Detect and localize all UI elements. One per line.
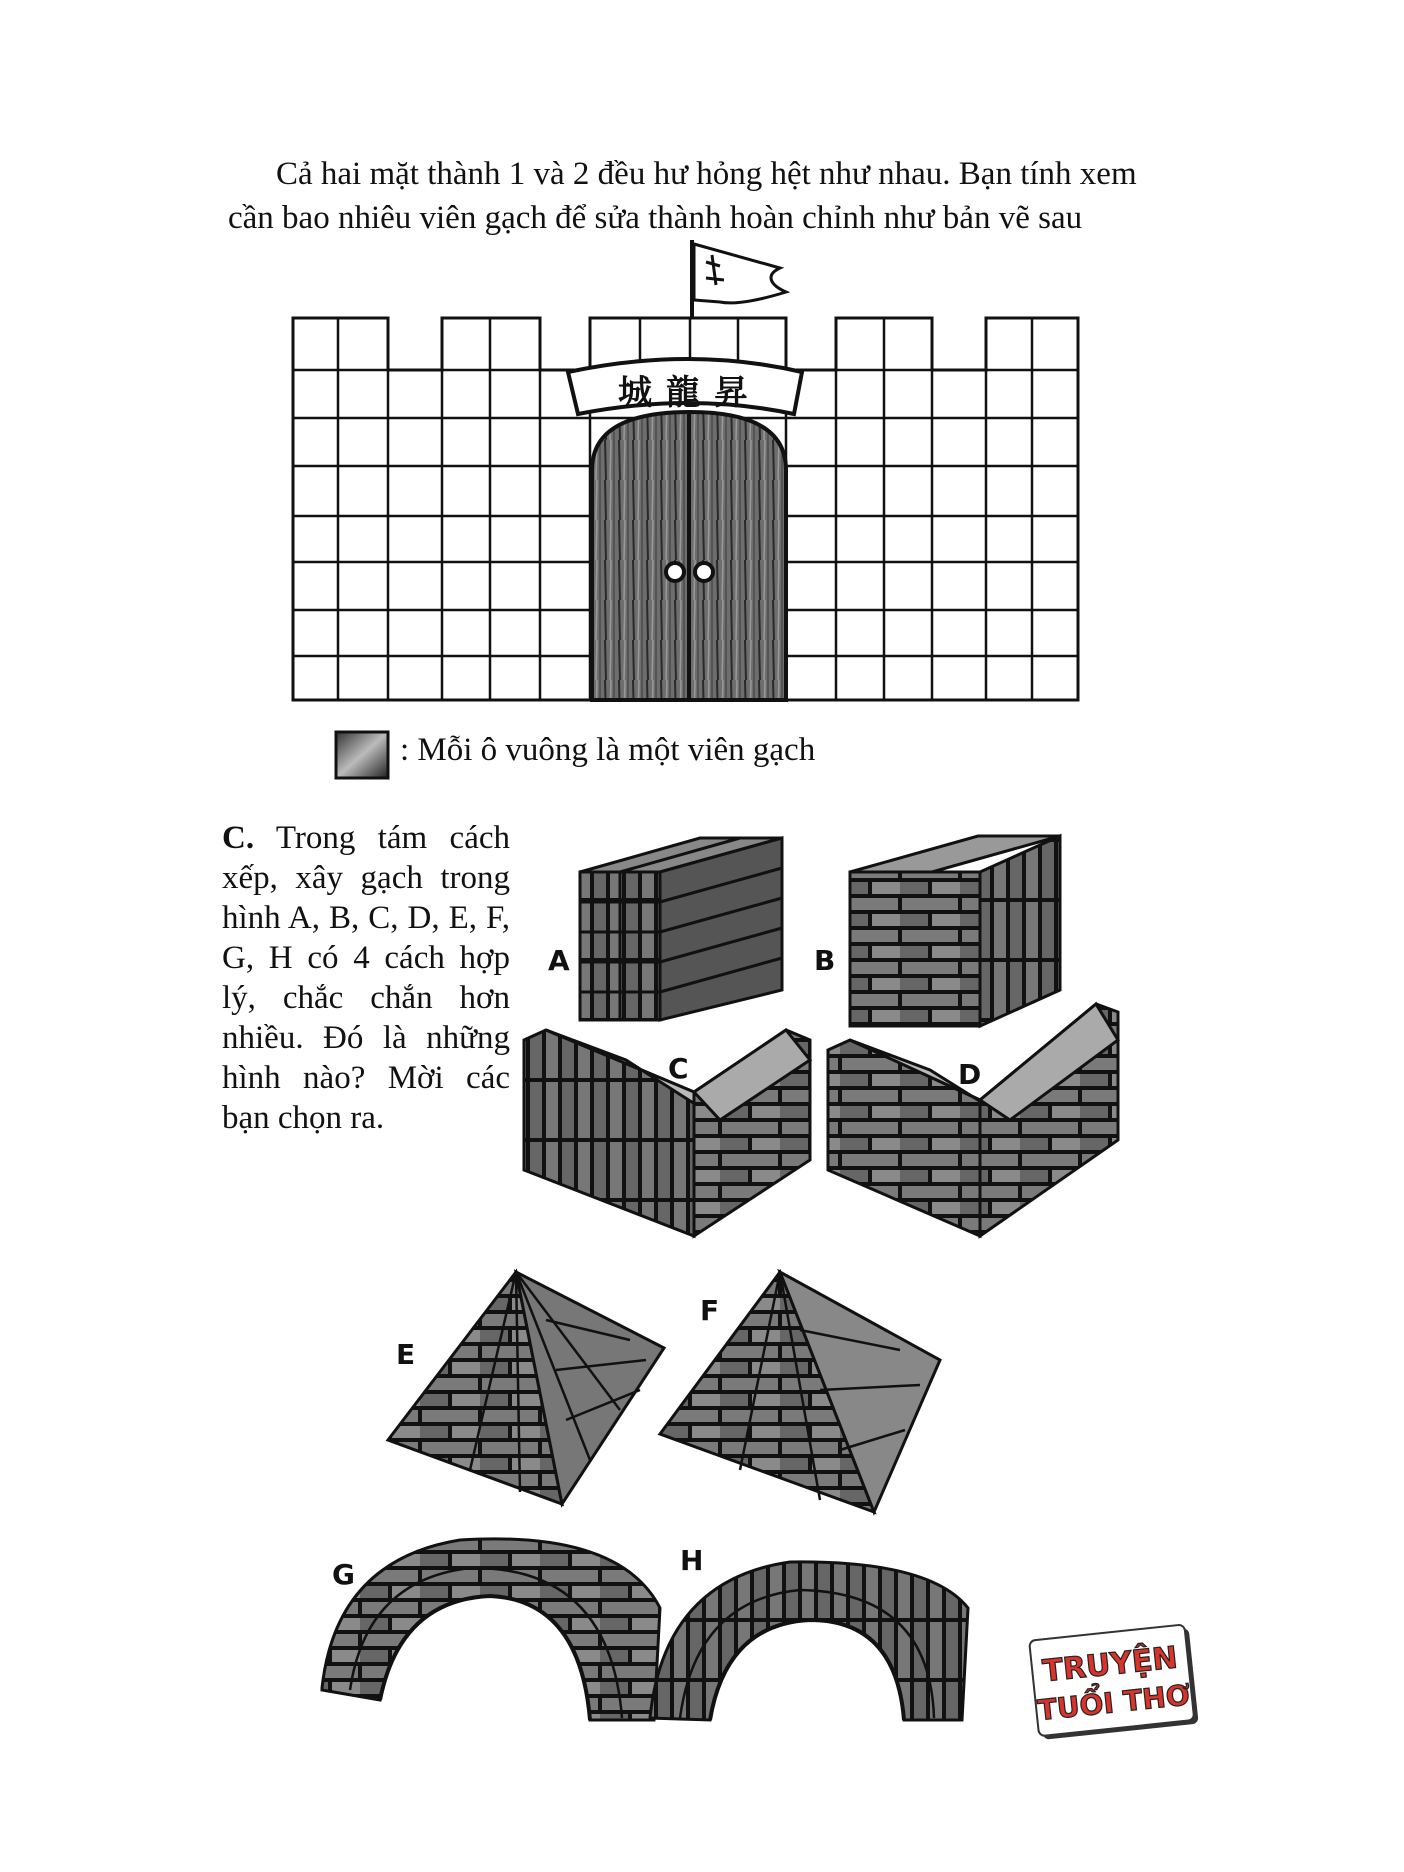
figure-a-brick-stack — [580, 838, 782, 1020]
figure-b-brick-stack — [850, 836, 1060, 1026]
figure-h-arch — [650, 1562, 968, 1720]
question-c-prefix: C. — [222, 820, 255, 856]
intro-paragraph: Cả hai mặt thành 1 và 2 đều hư hỏng hệt như nhau. Bạn tính xem cần bao nhiêu viên gạch để sửa thành hoàn chỉnh như bản vẽ sau — [228, 156, 1137, 236]
figure-b-label: B — [814, 944, 836, 977]
flag-icon — [692, 240, 786, 318]
figure-d-corner-wall — [828, 1004, 1118, 1236]
question-c — [222, 818, 510, 1138]
gate-sign — [568, 359, 802, 414]
logo-line-1: TRUYỆN — [1040, 1640, 1180, 1690]
legend-text: : Mỗi ô vuông là một viên gạch — [400, 732, 816, 768]
question-c-text: Trong tám cách xếp, xây gạch trong hình A, B, C, D, E, F, G, H có 4 cách hợp lý, chắc chắn hơn nhiều. Đó là những hình nào? Mời các bạn chọn ra. — [222, 820, 510, 1136]
figure-e-pyramid — [388, 1272, 664, 1504]
figure-f-label: F — [700, 1294, 720, 1327]
logo-line-2: TUỔI THƠ — [1036, 1678, 1192, 1728]
legend-brick-swatch — [336, 732, 388, 778]
figure-d-label: D — [958, 1058, 982, 1091]
figure-g-label: G — [332, 1558, 355, 1591]
figure-g-arch — [322, 1539, 660, 1720]
figure-e-label: E — [396, 1338, 416, 1371]
figure-c-label: C — [668, 1052, 689, 1085]
figure-h-label: H — [680, 1544, 704, 1577]
figure-a-label: A — [548, 944, 570, 977]
truyen-tuoi-tho-logo — [1025, 1619, 1206, 1746]
gate-sign-text: 城龍昇 — [618, 373, 762, 413]
figure-c-corner-wall — [524, 1030, 810, 1236]
gate-door — [592, 412, 786, 700]
